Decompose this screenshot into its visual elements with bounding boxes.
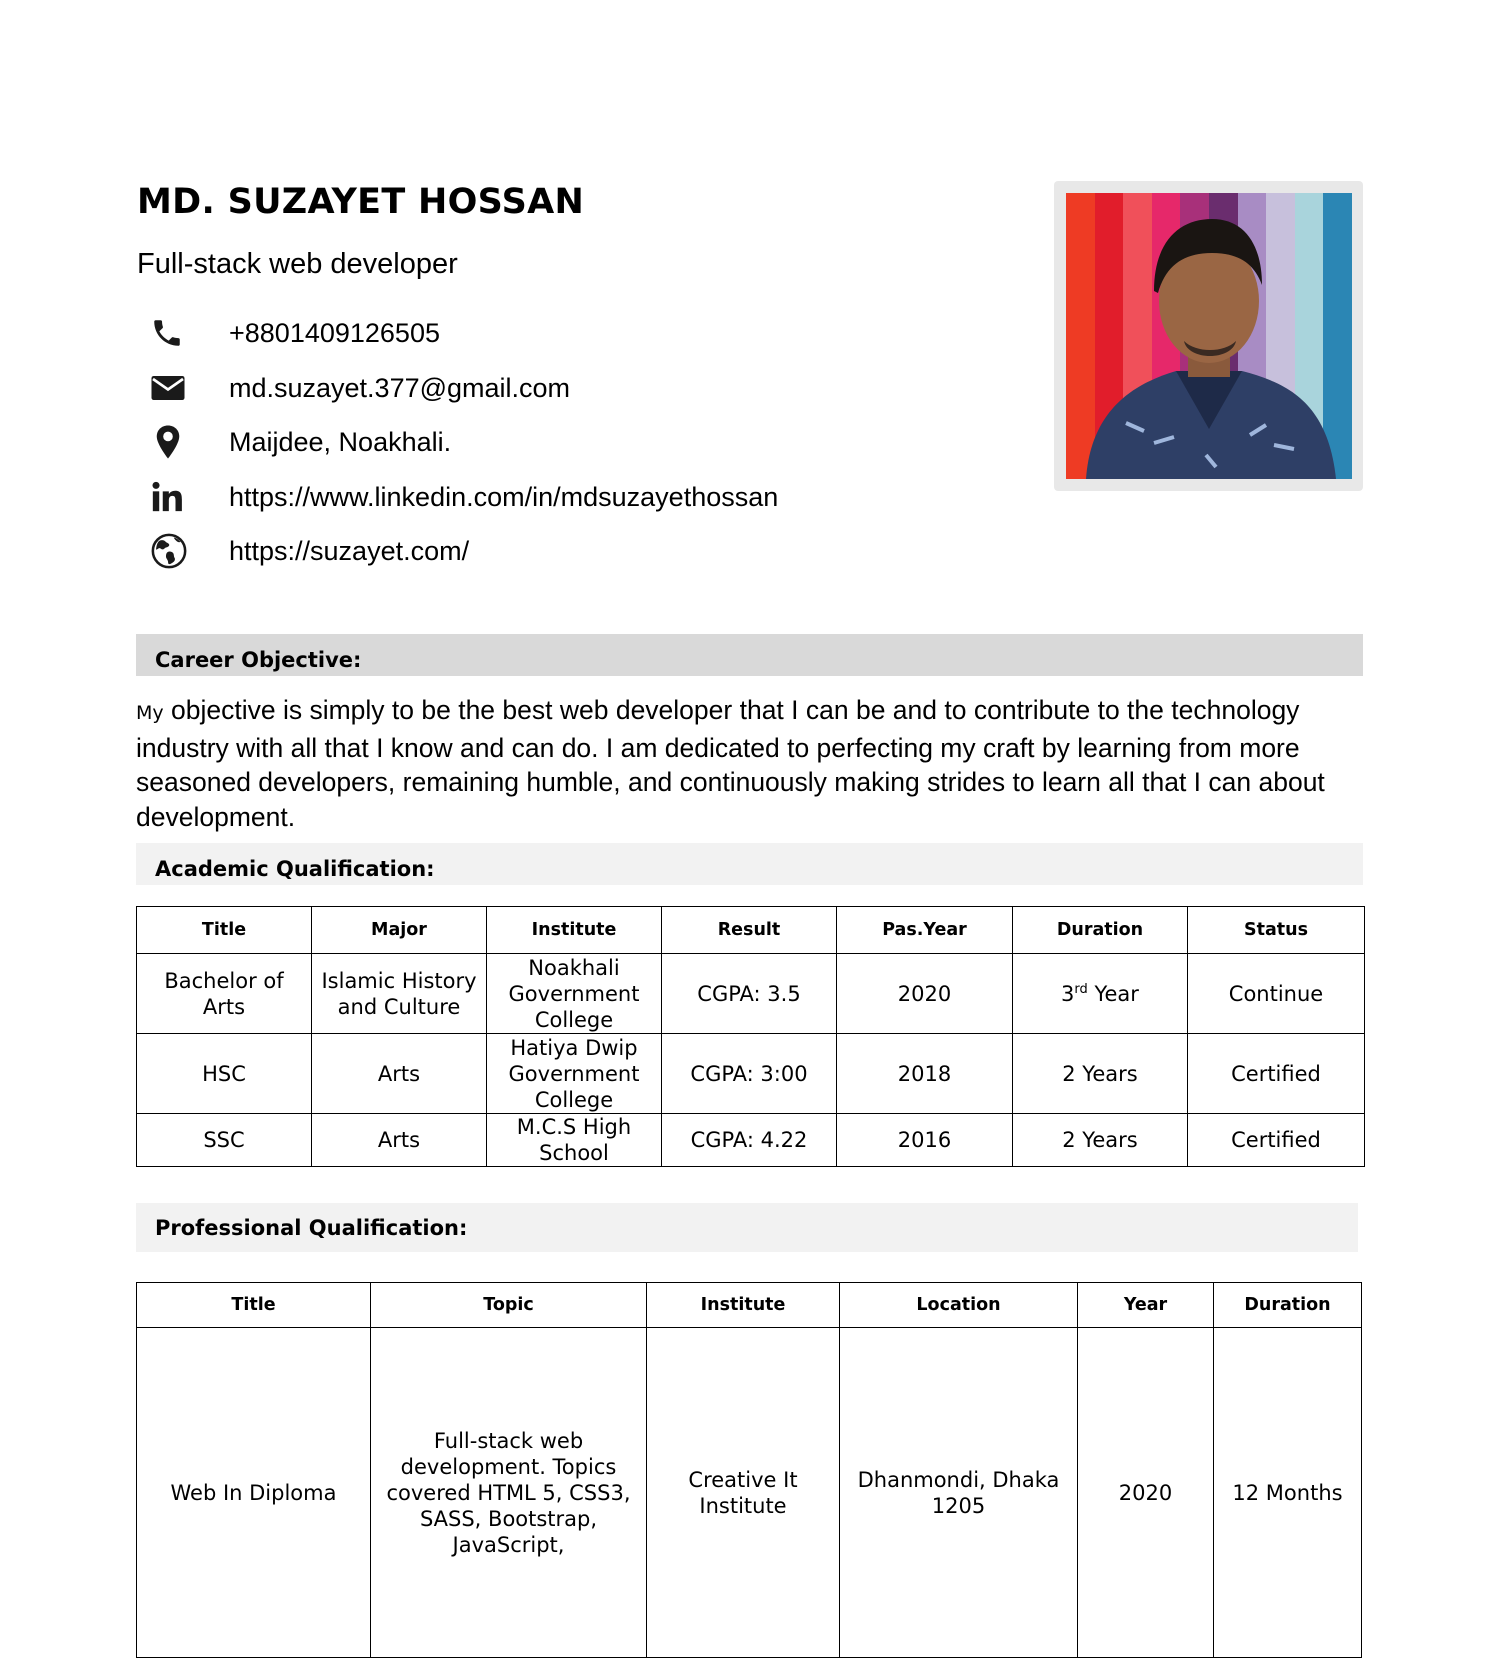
professional-table — [136, 1282, 1362, 1658]
col-header: Major — [312, 907, 487, 954]
cell-result: CGPA: 4.22 — [662, 1114, 837, 1167]
cell-status: Continue — [1188, 954, 1365, 1034]
table-header-row — [137, 1283, 1362, 1328]
job-role: Full-stack web developer — [137, 248, 458, 280]
section-professional-qualification: Professional Qualification: — [136, 1203, 1358, 1252]
cell-title: Bachelor of Arts — [137, 954, 312, 1034]
duration-unit: Year — [1087, 981, 1139, 1006]
person-silhouette — [1066, 193, 1352, 479]
cell-status: Certified — [1188, 1034, 1365, 1114]
cell-year: 2020 — [1078, 1328, 1214, 1658]
col-header: Result — [662, 907, 837, 954]
cell-year: 2016 — [837, 1114, 1013, 1167]
cell-status: Certified — [1188, 1114, 1365, 1167]
cell-institute: M.C.S High School — [487, 1114, 662, 1167]
cell-title: Web In Diploma — [137, 1328, 371, 1658]
objective-first-word: My — [136, 702, 164, 724]
contact-location-text: Maijdee, Noakhali. — [229, 426, 452, 457]
col-header: Title — [137, 907, 312, 954]
cell-duration: 12 Months — [1214, 1328, 1362, 1658]
col-header: Location — [840, 1283, 1078, 1328]
cell-year: 2020 — [837, 954, 1013, 1034]
cell-major: Arts — [312, 1034, 487, 1114]
section-career-objective: Career Objective: — [136, 634, 1363, 676]
table-row — [137, 1034, 1365, 1114]
col-header: Duration — [1013, 907, 1188, 954]
cell-major: Islamic History and Culture — [312, 954, 487, 1034]
table-row — [137, 1114, 1365, 1167]
duration-number: 3 — [1061, 981, 1075, 1006]
cell-duration — [1013, 954, 1188, 1034]
academic-table — [136, 906, 1365, 1167]
cell-duration: 2 Years — [1013, 1114, 1188, 1167]
col-header: Duration — [1214, 1283, 1362, 1328]
cell-title: HSC — [137, 1034, 312, 1114]
profile-photo — [1066, 193, 1352, 479]
cell-result: CGPA: 3:00 — [662, 1034, 837, 1114]
cell-topic: Full-stack web development. Topics covered HTML 5, CSS3, SASS, Bootstrap, JavaScript, — [371, 1328, 647, 1658]
contact-phone — [150, 313, 440, 353]
duration-ordinal: rd — [1074, 981, 1088, 997]
cell-title: SSC — [137, 1114, 312, 1167]
contact-email-text[interactable]: md.suzayet.377@gmail.com — [229, 372, 571, 403]
globe-icon — [150, 532, 188, 570]
contact-location — [150, 422, 452, 462]
table-row — [137, 954, 1365, 1034]
col-header: Status — [1188, 907, 1365, 954]
contact-website[interactable] — [150, 531, 470, 571]
objective-body: objective is simply to be the best web developer that I can be and to contribute to the technology industry with all that I know and can do. I am dedicated to perfecting my craft by learning from more seasoned developers, remaining humble, and continuously making strides to learn all that I can about development. — [136, 695, 1325, 832]
cell-duration: 2 Years — [1013, 1034, 1188, 1114]
cell-institute: Hatiya Dwip Government College — [487, 1034, 662, 1114]
cell-institute: Noakhali Government College — [487, 954, 662, 1034]
contact-phone-text: +8801409126505 — [229, 317, 440, 348]
col-header: Institute — [647, 1283, 840, 1328]
cell-major: Arts — [312, 1114, 487, 1167]
contact-linkedin-text[interactable]: https://www.linkedin.com/in/mdsuzayethossan — [229, 481, 779, 512]
cell-year: 2018 — [837, 1034, 1013, 1114]
cell-institute: Creative It Institute — [647, 1328, 840, 1658]
col-header: Institute — [487, 907, 662, 954]
table-header-row — [137, 907, 1365, 954]
profile-photo-frame — [1054, 181, 1363, 491]
location-pin-icon — [150, 423, 188, 461]
col-header: Pas.Year — [837, 907, 1013, 954]
contact-email[interactable] — [150, 368, 571, 408]
cell-result: CGPA: 3.5 — [662, 954, 837, 1034]
col-header: Year — [1078, 1283, 1214, 1328]
section-academic-qualification: Academic Qualification: — [136, 843, 1363, 885]
contact-linkedin[interactable] — [150, 477, 779, 517]
linkedin-icon — [150, 478, 188, 516]
cell-location: Dhanmondi, Dhaka 1205 — [840, 1328, 1078, 1658]
col-header: Topic — [371, 1283, 647, 1328]
candidate-name: MD. SUZAYET HOSSAN — [137, 182, 585, 222]
envelope-icon — [150, 369, 188, 407]
col-header: Title — [137, 1283, 371, 1328]
phone-icon — [150, 314, 188, 352]
career-objective-text — [136, 693, 1366, 834]
contact-website-text[interactable]: https://suzayet.com/ — [229, 535, 470, 566]
table-row — [137, 1328, 1362, 1658]
